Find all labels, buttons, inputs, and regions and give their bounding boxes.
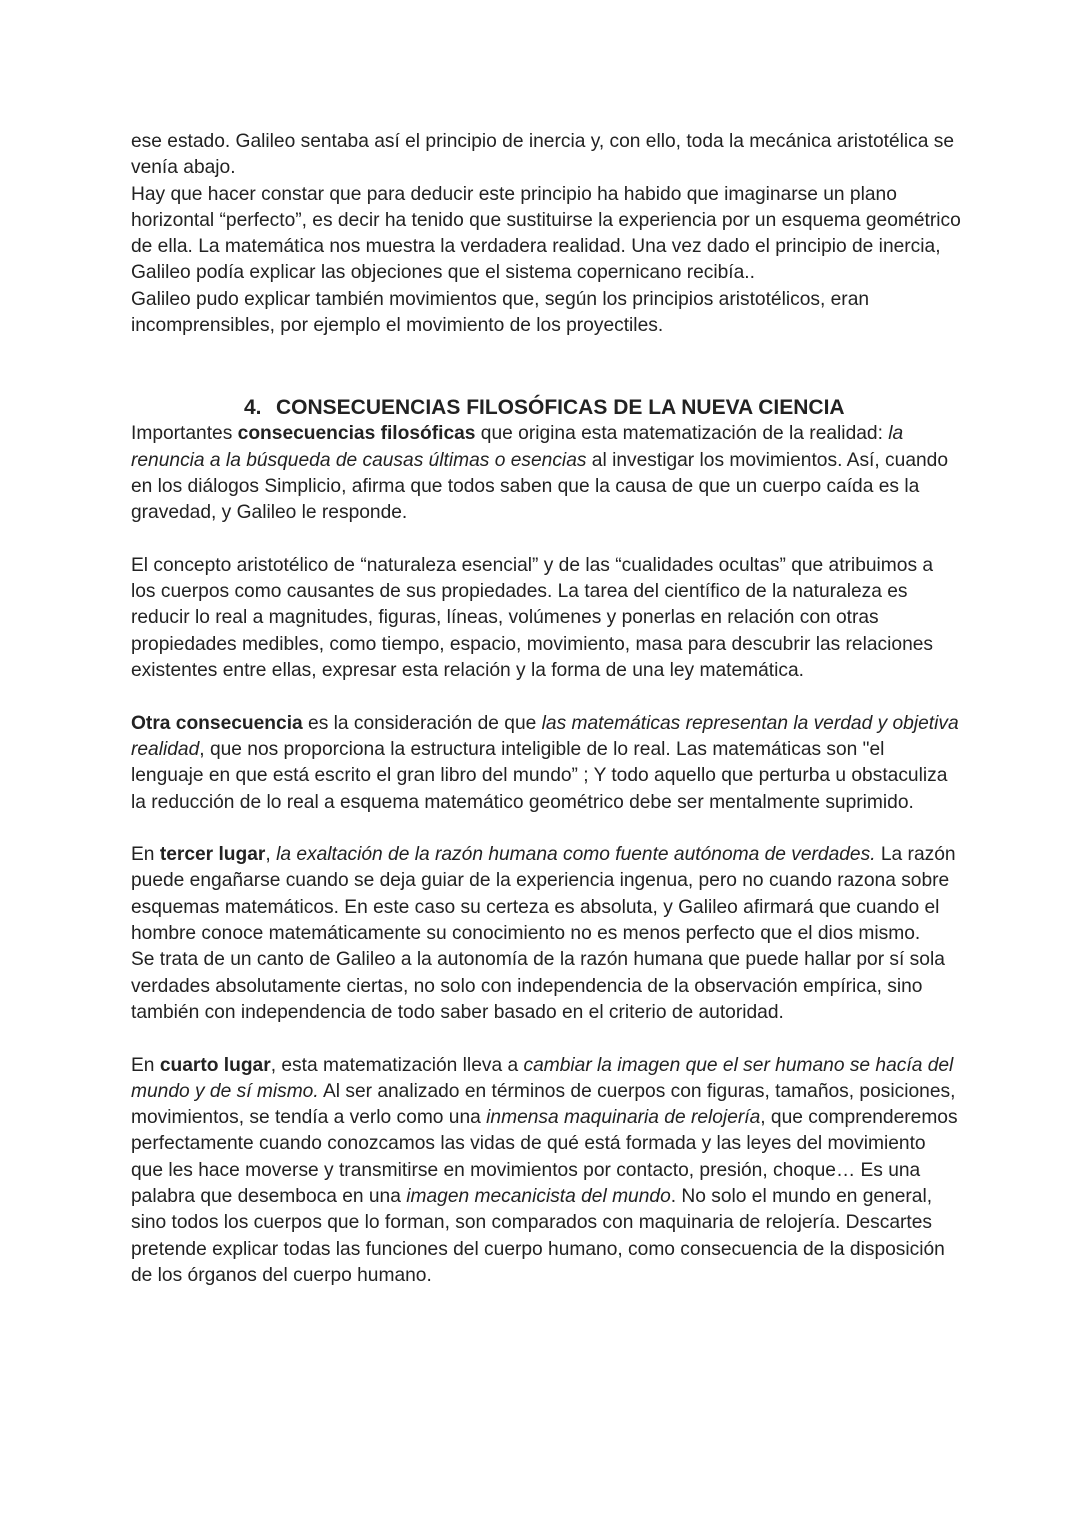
section-number: 4. xyxy=(244,396,262,420)
paragraph-essential-nature: El concepto aristotélico de “naturaleza esencial” y de las “cualidades ocultas” que atribuimos a los cuerpos como causantes de sus propiedades. La tarea del científico de la naturaleza es reducir lo real a magnitudes, figuras, líneas, volúmenes y ponerlas en relación con otras propiedades medibles, como tiempo, espacio, movimiento, masa para descubrir las relaciones existentes entre ellas, expresar esta relación y la forma de una ley matemática. xyxy=(131,554,934,682)
paragraph-philosophical-consequences xyxy=(131,421,961,526)
text-run: es la consideración de que xyxy=(302,712,542,734)
italic-phrase: imagen mecanicista del mundo xyxy=(406,1185,671,1207)
italic-phrase: cambiar la imagen que el ser humano se hacía del mundo y de sí mismo. xyxy=(131,1054,954,1102)
text-run: que origina esta matematización de la realidad: xyxy=(475,423,889,445)
text-run: La razón puede engañarse cuando se deja guiar de la experiencia ingenua, pero no cuando razona sobre esquemas matemáticos. En este caso su certeza es absoluta, y Galileo afirmará que cuando el hombre conoce matemáticamente su conocimiento no es menos perfecto que el dios mismo. xyxy=(131,844,956,945)
text-run: . No solo el mundo en general, sino todos los cuerpos que lo forman, son comparados con maquinaria de relojería. Descartes pretende explicar todas las funciones del cuerpo humano, como consecuencia de la disposición de los órganos del cuerpo humano. xyxy=(131,1185,945,1286)
bold-phrase: Otra consecuencia xyxy=(131,712,303,734)
paragraph-reason-autonomy: Se trata de un canto de Galileo a la autonomía de la razón humana que puede hallar por sí sola verdades absolutamente ciertas, no solo con independencia de la observación empírica, sino también con independencia de todo saber basado en el criterio de autoridad. xyxy=(131,949,945,1023)
text-run: En xyxy=(131,1054,160,1076)
spacer xyxy=(131,684,961,710)
section-heading xyxy=(131,395,961,421)
spacer xyxy=(131,816,961,842)
text-run: , esta matematización lleva a xyxy=(270,1054,524,1076)
paragraph-fourth-place xyxy=(131,1053,961,1290)
paragraph-projectiles: Galileo pudo explicar también movimientos que, según los principios aristotélicos, eran incomprensibles, por ejemplo el movimiento de los proyectiles. xyxy=(131,288,870,337)
italic-phrase: las matemáticas representan la verdad y objetiva realidad xyxy=(131,712,959,760)
paragraph-inertia-conclusion: ese estado. Galileo sentaba así el principio de inercia y, con ello, toda la mecánica aristotélica se venía abajo. xyxy=(131,131,955,179)
text-run: En xyxy=(131,844,160,866)
text-run: , xyxy=(265,844,277,866)
text-run: al investigar los movimientos. Así, cuando en los diálogos Simplicio, afirma que todos saben que la causa de que un cuerpo caída es la gravedad, y Galileo le responde. xyxy=(131,449,949,524)
italic-phrase: la renuncia a la búsqueda de causas últimas o esencias xyxy=(131,423,904,471)
text-run: Importantes xyxy=(131,423,238,445)
text-run: , que comprenderemos perfectamente cuando conozcamos las vidas de qué está formada y las leyes del movimiento que les hace moverse y transmitirse en movimientos por contacto, presión, choque… Es una palabra que desemboca en una xyxy=(131,1107,958,1207)
spacer xyxy=(131,339,961,395)
paragraph-mathematics-truth xyxy=(131,711,961,816)
bold-phrase: tercer lugar xyxy=(159,844,266,866)
text-run: , que nos proporciona la estructura inteligible de lo real. Las matemáticas son "el lenguaje en que está escrito el gran libro del mundo” ; Y todo aquello que perturba u obstaculiza la reducción de lo real a esquema matemático geométrico debe ser mentalmente suprimido. xyxy=(131,738,948,813)
italic-phrase: inmensa maquinaria de relojería xyxy=(486,1107,761,1129)
text-run: Al ser analizado en términos de cuerpos con figuras, tamaños, posiciones, movimientos, se tendía a verlo como una xyxy=(131,1080,956,1129)
bold-phrase: consecuencias filosóficas xyxy=(237,423,476,445)
paragraph-perfect-plane: Hay que hacer constar que para deducir este principio ha habido que imaginarse un plano horizontal “perfecto”, es decir ha tenido que sustituirse la experiencia por un esquema geométrico de ella. La matemática nos muestra la verdadera realidad. Una vez dado el principio de inercia, Galileo podía explicar las objeciones que el sistema copernicano recibía.. xyxy=(131,183,961,284)
section-title: CONSECUENCIAS FILOSÓFICAS DE LA NUEVA CIENCIA xyxy=(276,396,845,420)
document-body xyxy=(131,129,961,1289)
spacer xyxy=(131,527,961,553)
paragraph-third-place xyxy=(131,842,961,947)
spacer xyxy=(131,1026,961,1052)
bold-phrase: cuarto lugar xyxy=(159,1054,271,1076)
italic-phrase: la exaltación de la razón humana como fuente autónoma de verdades. xyxy=(276,844,876,866)
